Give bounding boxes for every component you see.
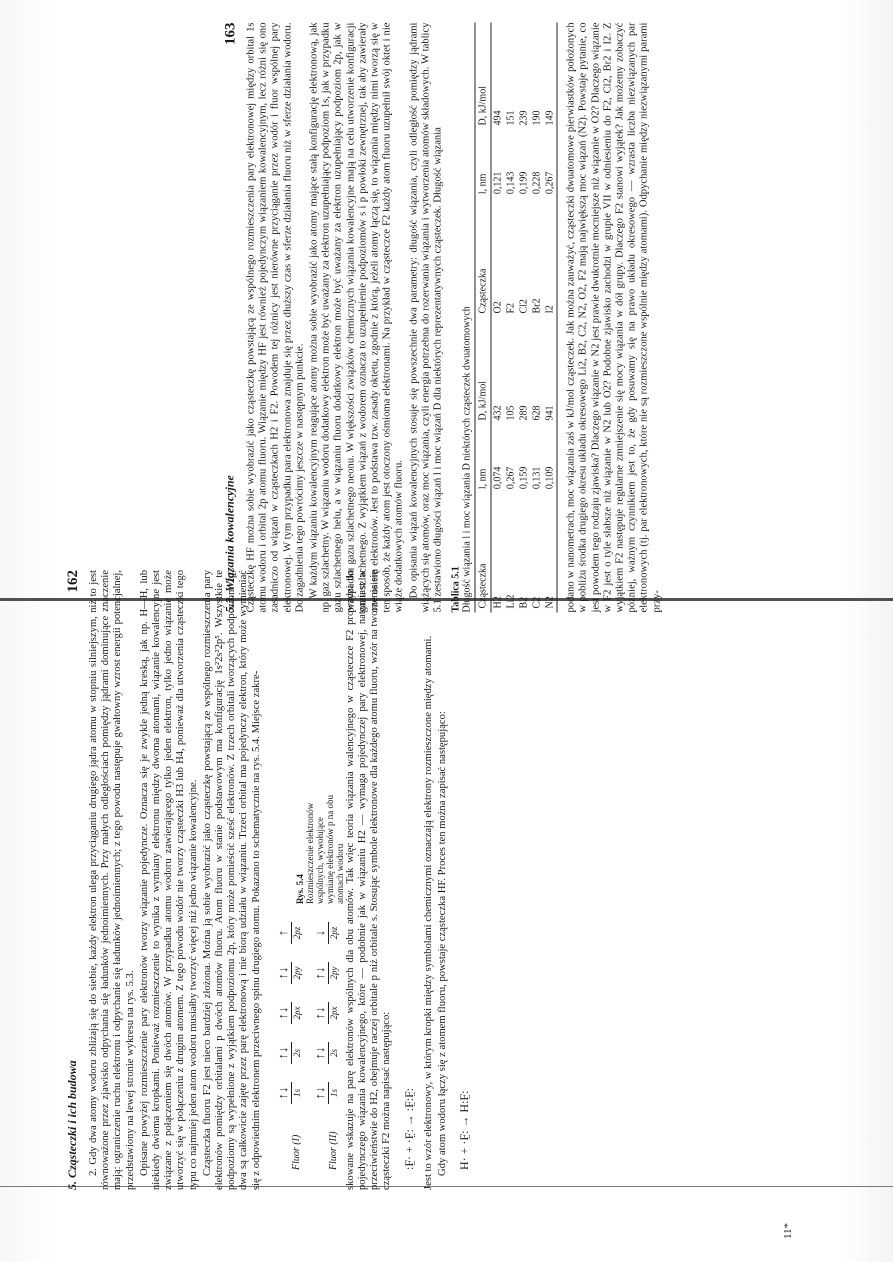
table-cell: F2 xyxy=(505,302,517,314)
orbital-label: 2s xyxy=(328,1049,339,1058)
table-cell: 151 xyxy=(505,110,517,126)
table-cell: O2 xyxy=(492,301,504,314)
page-number: 162 xyxy=(65,570,81,593)
figure-label: Rys. 5.4 xyxy=(294,874,305,904)
electron-pair: ↑↓ xyxy=(311,1046,327,1060)
table-cell: 941 xyxy=(544,318,558,425)
table-cell: 0,199 xyxy=(518,171,530,195)
table-cell: 494 xyxy=(492,110,504,126)
table-cell: 0,267 xyxy=(505,466,517,490)
table-cell: H2 xyxy=(492,596,504,609)
orbital-box xyxy=(312,918,339,948)
orbital-label: 2px xyxy=(291,1006,302,1020)
table-cell: 190 xyxy=(531,110,543,126)
paragraph: Cząsteczka fluoru F2 jest nieco bardziej złożona. Można ją sobie wyobrazić jako cząsteczkę powstającą ze wspólnego rozmieszczenia pary elektronów pomiędzy orbitalami p dwóch atomów fluoru. Atom fluoru w stanie podstawowym ma konfigurację 1s²2s²2p⁵. Wszystkie te podpoziomy są wypełnione z wyjątkiem podpoziomu 2p, który może pomieścić sześć elektronów. Z trzech orbitali tworzących podpoziom 2p, dwa są całkowicie zajęte przez parę elektronową i nie biorą udziału w wiązaniu. Trzeci orbital ma pojedynczy elektron, który może wymieniać się z odpowiednim elektronem przeciwnego spinu drugiego atomu. Pokazano to schematycznie na rys. 5.4. Miejsce zakre- xyxy=(201,570,262,1190)
table-cell: 432 xyxy=(492,405,504,421)
table-cell: 289 xyxy=(518,405,530,421)
electron-pair: ↑↓ xyxy=(311,1006,327,1020)
table-header-cell: D, kJ/mol xyxy=(475,318,491,425)
figure-caption xyxy=(295,794,345,904)
table-cell: 0,074 xyxy=(492,466,504,490)
orbital-box xyxy=(275,1038,302,1068)
page-number: 163 xyxy=(222,22,239,45)
paragraph: Jest to wzór elektronowy, w którym kropki między symbolami chemicznymi oznaczają elektrony rozmieszczone między atomami. xyxy=(422,635,434,1190)
table-cell: 0,228 xyxy=(531,171,543,195)
table-cell: Li2 xyxy=(505,594,517,609)
fluor-2-label: Fluor (II) xyxy=(327,1131,339,1170)
paragraph: skowane wskazuje na parę elektronów wspólnych dla obu atomów. Tak więc teoria wiązania walencyjnego w cząsteczce F2 prowadzi do pojedynczego wiązania kowalencyjnego, które — podobnie jak w wiązaniu H2 — wymaga pojedynczej pary elektronowej, natomiast w przeciwieństwie do H2, obejmuje raczej orbitale p niż orbitale s. Stosując symbole elektronowe dla każdego atomu fluoru, wzór na tworzenia się cząsteczki F2 można napisać następująco: xyxy=(344,570,393,1190)
electron-pair: ↑↓ xyxy=(311,966,327,980)
figure-caption-text: Rozmieszczenie elektronów wspólnych, wywołujące wymianę elektronów p na obu atomach wodoru xyxy=(304,795,345,904)
paragraph: Cząsteczkę HF można sobie wyobrazić jako cząsteczkę powstającą ze wspólnego rozmieszczenia pary elektronowej między orbital 1s atomu wodoru i orbital 2p atomu fluoru. Wiązanie między HF jest również pojedynczym wiązaniem kowalencyjnym, lecz różni się ono zasadniczo od wiązań w cząsteczkach H2 i F2. Powodem tej różnicy jest nierówne przyciąganie przez wodór i fluor wspólnej pary elektronowej. W tym przypadku para elektronowa znajduje się przez dłuższy czas w sferze działania fluoru niż w sferze działania wodoru. Do zagadnienia tego powrócimy jeszcze w następnym punkcie. xyxy=(245,22,306,613)
orbital-box xyxy=(312,958,339,988)
paragraph: Opisane powyżej rozmieszczenie pary elektronów tworzy wiązanie pojedyncze. Oznacza się je zwykle jedną kreską, jak np. H—H, lub niekiedy dwiema kropkami. Ponieważ rozmieszczenie to wynika z wymiany elektronu między dwoma atomami, wiązanie kowalencyjne jest związane z połączeniem się dwóch atomów. W przypadku atomu wodoru zawierającego tylko jeden elektron, tylko jedno wiązanie może utworzyć się w połączeniu z drugim atomem. Z tego powodu wodór nie tworzy cząsteczki H3 lub H4, ponieważ dla utworzenia cząsteczki tego typu co najmniej jeden atom wodoru musiałby tworzyć więcej niż jedno wiązanie kowalencyjne. xyxy=(138,570,199,1190)
table-row xyxy=(544,23,558,613)
orbital-label: 1s xyxy=(328,1089,339,1098)
running-title: 5. Cząsteczki i ich budowa xyxy=(65,1060,79,1190)
orbital-box xyxy=(312,1078,339,1108)
table-title: Tablica 5.1 xyxy=(450,566,462,613)
table-header-cell: Cząsteczka xyxy=(475,493,491,612)
table-cell: 0,109 xyxy=(544,424,558,493)
orbital-label: 2px xyxy=(328,1006,339,1020)
table-row xyxy=(505,23,518,613)
running-title: 5.3. Wiązania kowalencyjne xyxy=(222,475,237,613)
table-header-cell: Cząsteczka xyxy=(475,198,491,317)
table-header-row xyxy=(475,23,491,613)
orbital-box xyxy=(275,1078,302,1108)
page-163 xyxy=(223,23,668,613)
orbital-box xyxy=(275,998,302,1028)
paragraph: 2. Gdy dwa atomy wodoru zbliżają się do siebie, każdy elektron ulega przyciąganiu drugiego jądra atomu w stopniu silniejszym, niż to jest równoważone przez zjawisko odpychania się ładunków jednoimiennych. Przy małych odległościach pomiędzy jądrami dominujące znaczenie mają: ograniczenie ruchu elektronu i odpychanie się ładunków jednoimiennych; z tego powodu następuje gwałtowny wzrost energii potencjalnej, przedstawiony na lewej stronie wykresu na rys. 5.3. xyxy=(88,570,136,1190)
page-header xyxy=(65,570,82,1190)
orbital-box xyxy=(312,998,339,1028)
paragraph: podano w nanometrach, moc wiązania zaś w kJ/mol cząsteczek. Jak można zauważyć, cząsteczki dwuatomowe pierwiastków położonych w pobliżu środka drugiego okresu układu okresowego Li2, B2, C2, N2, O2, F2 mają największą moc wiązań (N2). Powstaje pytanie, co jest powodem tego rodzaju zjawiska? Dlaczego wiązanie w N2 jest prawie dwukrotnie mocniejsze niż wiązanie w O2? Dlaczego wiązanie w F2 jest o tyle słabsze niż wiązanie w N2 lub O2? Podobne zjawisko zachodzi w grupie VII w odniesieniu do F2, Cl2, Br2 i I2. Z wyjątkiem F2 następuje regularne zmniejszenie się mocy wiązania w dół grupy. Dlaczego F2 stanowi wyjątek? Jak możemy zobaczyć później, ważnym czynnikiem jest to, że gdy posuwamy się na prawo układu okresowego — wzrasta liczba niezwiązanych par elektronowych (tj. par elektronowych, które nie są rozmieszczone wspólnie między atomami). Odpychanie między niezwiązanymi parami przy- xyxy=(565,22,663,613)
table-caption xyxy=(451,23,473,613)
table-caption-text: Długość wiązania l i moc wiązania D niektórych cząsteczek dwuatomowych xyxy=(461,306,473,613)
page-header xyxy=(223,23,240,613)
table-cell: 239 xyxy=(518,110,530,126)
table-cell: 628 xyxy=(531,405,543,421)
margin-note: 11* xyxy=(782,1222,795,1240)
paragraph: Gdy atom wodoru łączy się z atomem fluoru, powstaje cząsteczka HF. Proces ten można zapisać następująco: xyxy=(436,711,448,1176)
orbital-label: 2pz xyxy=(291,926,302,940)
paragraph: Do opisania wiązań kowalencyjnych stosuje się powszechnie dwa parametry: długość wiązania, czyli odległość pomiędzy jądrami wiążących się atomów, oraz moc wiązania, czyli energia potrzebna do rozerwania wiązania i wytworzenia atomów składowych. W tablicy 5.1 zestawiono długości wiązań l i moc wiązań D dla niektórych reprezentatywnych cząsteczek. Długość wiązania xyxy=(408,22,444,613)
table-cell: Br2 xyxy=(531,298,543,314)
table-cell: I2 xyxy=(544,198,558,317)
table-cell: 149 xyxy=(544,23,558,130)
electron-pair: ↑↓ xyxy=(274,1086,290,1100)
table-header-cell: l, nm xyxy=(475,424,491,493)
orbital-label: 2s xyxy=(291,1049,302,1058)
table-cell: 0,131 xyxy=(531,466,543,490)
table-cell: 0,143 xyxy=(505,171,517,195)
orbital-box xyxy=(275,918,302,948)
table-row xyxy=(531,23,544,613)
orbital-diagram-fluor-2 xyxy=(312,918,339,1170)
electron-pair: ↑↓ xyxy=(274,1046,290,1060)
table-cell: 0,121 xyxy=(492,171,504,195)
table-cell: 105 xyxy=(505,405,517,421)
orbital-label: 2py xyxy=(328,966,339,980)
table-cell: N2 xyxy=(544,493,558,612)
orbital-label: 1s xyxy=(291,1089,302,1098)
table-header-cell: D, kJ/mol xyxy=(475,23,491,130)
electron-pair: ↑↓ xyxy=(274,966,290,980)
table-cell: B2 xyxy=(518,596,530,609)
orbital-label: 2pz xyxy=(328,926,339,940)
orbital-label: 2py xyxy=(291,966,302,980)
table-cell: 0,159 xyxy=(518,466,530,490)
table-body xyxy=(491,23,557,613)
electron-single: ↓ xyxy=(311,929,327,937)
table-cell: 0,267 xyxy=(544,129,558,198)
orbital-diagram-fluor-1 xyxy=(275,918,302,1170)
electron-single: ↑ xyxy=(274,929,290,937)
table-cell: C2 xyxy=(531,596,543,609)
orbital-box xyxy=(275,958,302,988)
page-162 xyxy=(65,570,505,1190)
orbital-box xyxy=(312,1038,339,1068)
equation: :F̤· + ·F̤: → :F̤:F̤: xyxy=(401,1087,416,1170)
fluor-1-label: Fluor (I) xyxy=(290,1134,302,1170)
electron-pair: ↑↓ xyxy=(274,1006,290,1020)
table-row xyxy=(518,23,531,613)
paragraph: W każdym wiązaniu kowalencyjnym reagujące atomy można sobie wyobrazić jako atomy mające stałą konfigurację elektronową, jak np. gaz szlachetny. W wiązaniu wodoru dodatkowy elektron może być uważany za elektron uzupełniający podpoziom 1s, jak w przypadku gazu szlachetnego helu, a w wiązaniu fluoru dodatkowy elektron może być uważany za elektron uzupełniający podpoziom 2p, jak w przypadku gazu szlachetnego neonu. W większości związków chemicznych wiązania kowalencyjne mają na celu utworzenie konfiguracji gazu szlachetnego. Z wyjątkiem wiązań z wodorem oznacza to uzupełnienie podpoziomów s i p powłoki zewnętrznej, tak aby zawierały one osiem elektronów. Jest to podstawa tzw. zasady oktetu, zgodnie z którą, jeżeli atomy łączą się, to wiązania między nimi tworzą się w ten sposób, że każdy atom jest otoczony ośmioma elektronami. Na przykład w cząsteczce F2 każdy atom fluoru uzupełnił swój oktet i nie wiąże dodatkowych atomów fluoru. xyxy=(308,22,405,613)
figure-5-4 xyxy=(265,570,345,1190)
table-cell: Cl2 xyxy=(518,299,530,314)
table-header-cell: l, nm xyxy=(475,129,491,198)
bond-table xyxy=(475,23,558,613)
equation: H· + ·F̤: → H:F̤: xyxy=(457,1090,472,1170)
table-row xyxy=(491,23,505,613)
electron-pair: ↑↓ xyxy=(311,1086,327,1100)
